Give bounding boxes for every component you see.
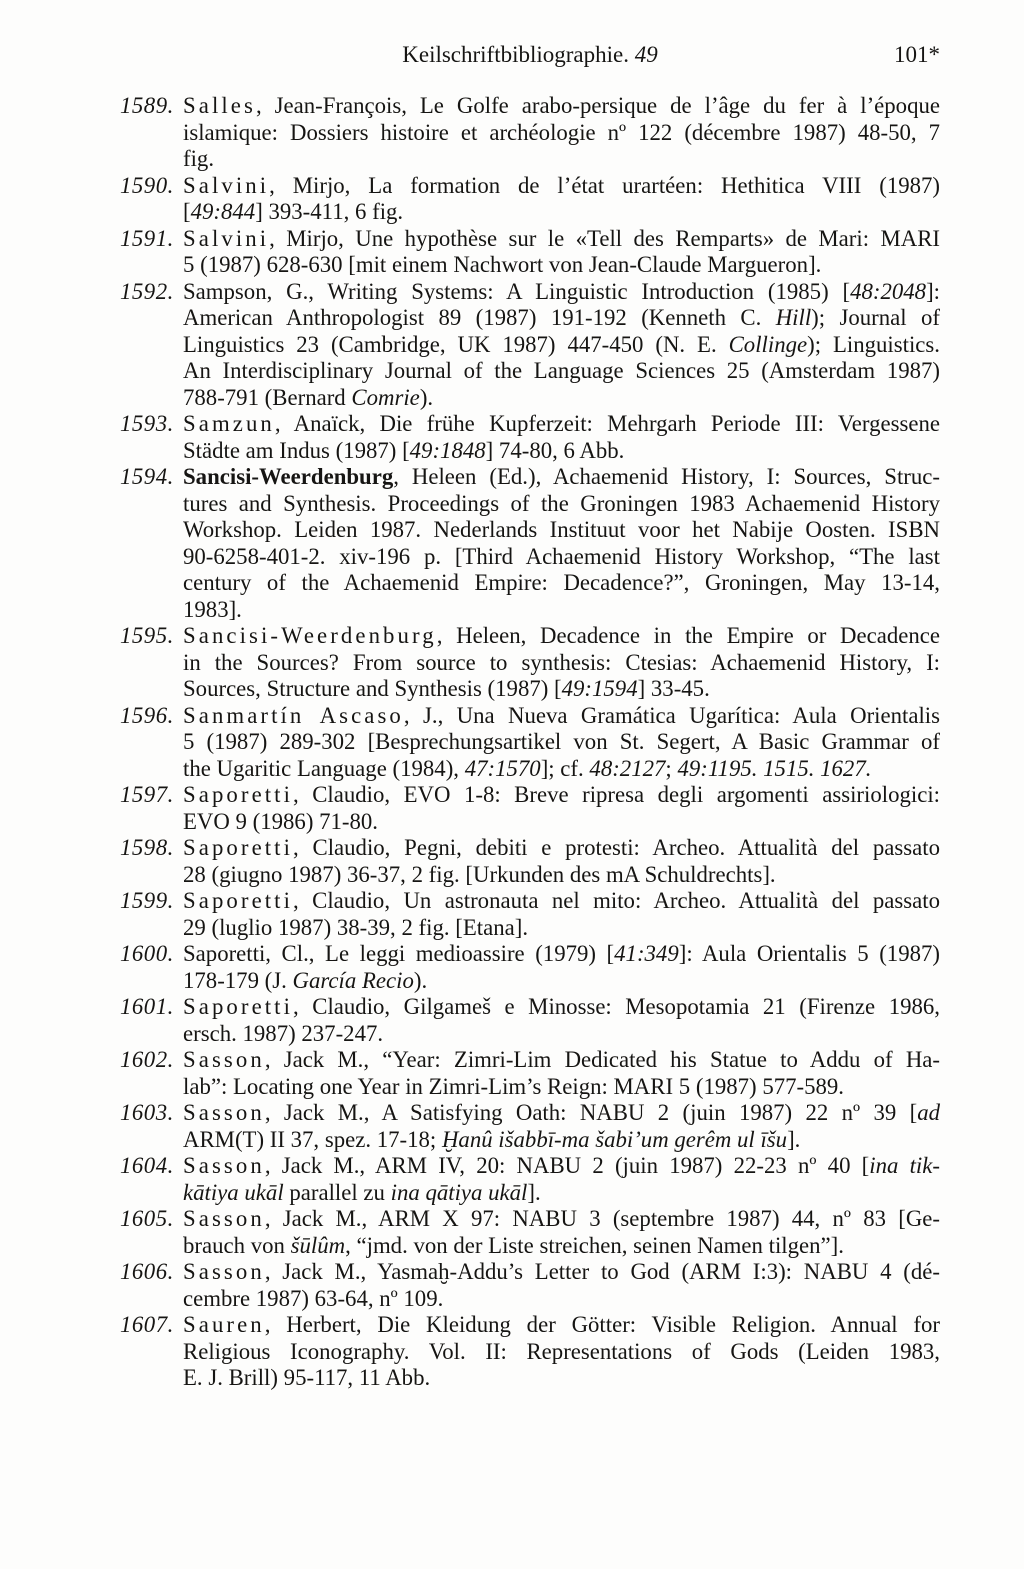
entry-text: fig. (183, 146, 215, 171)
entry-text: , Herbert, Die Kleidung der Götter: Visible Religion. Annual for (264, 1312, 940, 1337)
entry-text: ersch. 1987) 237-247. (183, 1020, 384, 1046)
bibliography-entry (120, 1312, 940, 1392)
entry-text: , Jack M., Yasmaḫ-Addu’s Letter to God (ARM I:3): NABU 4 (dé- (264, 1259, 940, 1284)
entry-text: American Anthropologist 89 (1987) 191-192 (Kenneth C. (183, 305, 776, 330)
author-name: Saporetti (183, 888, 294, 913)
author-name: Sancisi-Weerdenburg (183, 623, 437, 648)
entry-text: Religious Iconography. Vol. II: Representations of Gods (Leiden 1983, (183, 1338, 940, 1364)
entry-continuation-line (183, 597, 940, 624)
entry-first-line (120, 411, 940, 438)
entry-number: 1602. (120, 1047, 174, 1072)
bibliography-entry (120, 1100, 940, 1153)
author-name: Sanmartín Ascaso (183, 702, 404, 728)
entry-text: , Claudio, Un astronauta nel mito: Archeo. Attualità del passato (293, 888, 940, 913)
bibliography-entry (120, 411, 940, 464)
entry-text: 49:1594 (561, 676, 638, 701)
entry-text: ]: Aula Orientalis 5 (1987) (678, 941, 940, 966)
entry-text: , Heleen (Ed.), Achaemenid History, I: Sources, Struc- (393, 464, 940, 489)
entry-text: in the Sources? From source to synthesis: Ctesias: Achaemenid History, I: (183, 649, 940, 675)
entry-text: century of the Achaemenid Empire: Decadence?”, Groningen, May 13-14, (183, 570, 940, 595)
entry-continuation-line (183, 570, 940, 597)
entry-text: , Claudio, Pegni, debiti e protesti: Archeo. Attualità del passato (293, 835, 940, 860)
entry-text: ] 393-411, 6 fig. (255, 199, 404, 224)
entry-text: ]; cf. (540, 755, 590, 781)
entry-number: 1596. (120, 702, 174, 728)
bibliography-entry (120, 279, 940, 412)
entry-continuation-line (183, 729, 940, 756)
entry-text: 1983]. (183, 596, 242, 622)
bibliography-entry (120, 173, 940, 226)
entry-text: 41:349 (614, 941, 679, 966)
bibliography-entry (120, 623, 940, 703)
entry-text: 788-791 (Bernard (183, 384, 352, 410)
entry-text: , Claudio, EVO 1-8: Breve ripresa degli argomenti assiriologici: (293, 782, 940, 807)
entry-continuation-line (183, 676, 940, 703)
entry-first-line (120, 1206, 940, 1233)
author-name: Sauren (183, 1312, 265, 1337)
bibliography-entry (120, 994, 940, 1047)
entry-text: Ḫanû išabbī-ma šabi’um gerêm ul īšu (441, 1126, 788, 1152)
entry-number: 1604. (120, 1153, 174, 1178)
entry-text: , J., Una Nueva Gramática Ugarítica: Aula Orientalis (403, 702, 941, 728)
entry-text: ARM(T) II 37, spez. 17-18; (183, 1126, 442, 1152)
bibliography-entry (120, 1153, 940, 1206)
entry-text: 48:2048 (850, 278, 927, 304)
entry-text: , Jack M., “Year: Zimri-Lim Dedicated his Statue to Addu of Ha- (264, 1047, 940, 1072)
entry-first-line (120, 1259, 940, 1286)
entry-text: islamique: Dossiers histoire et archéologie nº 122 (décembre 1987) 48-50, 7 (183, 119, 940, 145)
entry-number: 1593. (120, 411, 174, 436)
entry-text: EVO 9 (1986) 71-80. (183, 808, 379, 834)
entry-text: parallel zu (283, 1179, 391, 1205)
bibliography-entry (120, 703, 940, 783)
entry-text: ] 74-80, 6 Abb. (485, 437, 625, 463)
entry-text: šūlûm (290, 1232, 346, 1258)
entry-text: An Interdisciplinary Journal of the Language Sciences 25 (Amsterdam 1987) (183, 358, 940, 383)
bibliography-entry (120, 782, 940, 835)
entry-text: , Heleen, Decadence in the Empire or Decadence (436, 623, 940, 648)
entry-text: 47:1570 (464, 755, 541, 781)
entry-continuation-line (183, 1233, 940, 1260)
entry-text: , Jack M., ARM IV, 20: NABU 2 (juin 1987) 22-23 nº 40 [ (264, 1153, 870, 1178)
author-name: Salles (183, 93, 256, 118)
entry-continuation-line (183, 1180, 940, 1207)
bibliography-entry (120, 93, 940, 173)
author-name: Samzun (183, 411, 275, 436)
author-name: Sasson (183, 1206, 265, 1231)
entry-text: 178-179 (J. (183, 967, 293, 993)
entry-text: 49:1848 (409, 437, 486, 463)
bibliography-list (120, 93, 940, 1392)
entry-continuation-line (183, 1021, 940, 1048)
entry-text: the Ugaritic Language (1984), (183, 755, 465, 781)
entry-first-line (120, 279, 940, 306)
journal-title: Keilschriftbibliographie. (402, 42, 629, 67)
entry-continuation-line (183, 1127, 940, 1154)
entry-continuation-line (183, 862, 940, 889)
entry-number: 1590. (120, 172, 174, 198)
entry-text: Workshop. Leiden 1987. Nederlands Instituut voor het Nabije Oosten. ISBN (183, 517, 940, 542)
entry-continuation-line (183, 915, 940, 942)
entry-text: 48:2127 (589, 755, 666, 781)
entry-text: , Mirjo, Une hypothèse sur le «Tell des Remparts» de Mari: MARI (269, 225, 940, 251)
entry-first-line (120, 941, 940, 968)
entry-text: 5 (1987) 628-630 [mit einem Nachwort von Jean-Claude Margueron]. (183, 252, 822, 277)
entry-text: 90-6258-401-2. xiv-196 p. [Third Achaemenid History Workshop, “The last (183, 543, 940, 569)
entry-number: 1599. (120, 888, 174, 913)
entry-continuation-line (183, 1074, 940, 1101)
entry-number: 1603. (120, 1100, 174, 1125)
entry-text: 28 (giugno 1987) 36-37, 2 fig. [Urkunden des mA Schuldrechts]. (183, 861, 776, 887)
entry-first-line (120, 173, 940, 200)
entry-text: ina tik- (869, 1153, 940, 1178)
entry-text: Linguistics 23 (Cambridge, UK 1987) 447-450 (N. E. (183, 331, 729, 357)
entry-continuation-line (183, 1339, 940, 1366)
author-name: Saporetti (183, 782, 294, 807)
entry-continuation-line (183, 305, 940, 332)
entry-text: Sampson, G., Writing Systems: A Linguistic Introduction (1985) [ (183, 278, 851, 304)
entry-text: lab”: Locating one Year in Zimri-Lim’s Reign: MARI 5 (1987) 577-589. (183, 1073, 845, 1099)
author-name: Sasson (183, 1047, 265, 1072)
entry-continuation-line (183, 544, 940, 571)
author-name: Salvini (183, 172, 270, 198)
author-name: Sasson (183, 1153, 265, 1178)
entry-text: cembre 1987) 63-64, nº 109. (183, 1285, 444, 1311)
entry-first-line (120, 835, 940, 862)
entry-first-line (120, 1153, 940, 1180)
entry-continuation-line (183, 358, 940, 385)
bibliography-entry (120, 835, 940, 888)
entry-number: 1591. (120, 225, 174, 251)
journal-volume: 49 (634, 42, 658, 67)
entry-continuation-line (183, 650, 940, 677)
entry-number: 1597. (120, 782, 174, 807)
entry-text: , “jmd. von der Liste streichen, seinen Namen tilgen”]. (345, 1232, 844, 1258)
entry-continuation-line (183, 1365, 940, 1392)
author-name: Saporetti (183, 994, 294, 1019)
entry-number: 1595. (120, 623, 174, 648)
entry-continuation-line (183, 756, 940, 783)
bibliography-entry (120, 1259, 940, 1312)
entry-continuation-line (183, 438, 940, 465)
entry-continuation-line (183, 1286, 940, 1313)
entry-text: kātiya ukāl (183, 1179, 284, 1205)
entry-text: ); Journal of (811, 305, 940, 330)
entry-number: 1592. (120, 278, 174, 304)
entry-first-line (120, 1100, 940, 1127)
entry-text: , Claudio, Gilgameš e Minosse: Mesopotamia 21 (Firenze 1986, (293, 994, 940, 1019)
entry-first-line (120, 1047, 940, 1074)
entry-text: Städte am Indus (1987) [ (183, 437, 410, 463)
author-name: Salvini (183, 225, 270, 251)
entry-text: ; (665, 755, 678, 781)
entry-number: 1598. (120, 835, 174, 860)
entry-first-line (120, 464, 940, 491)
entry-text: , Jack M., A Satisfying Oath: NABU 2 (juin 1987) 22 nº 39 [ (264, 1100, 918, 1125)
entry-text: ]: (926, 278, 940, 304)
entry-first-line (120, 703, 940, 730)
journal-title-line (120, 41, 940, 68)
entry-text: ). (413, 967, 428, 993)
author-name: Sancisi-Weerdenburg (183, 464, 394, 489)
running-head (120, 41, 940, 68)
entry-number: 1589. (120, 93, 174, 118)
entry-continuation-line (183, 332, 940, 359)
entry-continuation-line (183, 385, 940, 412)
entry-text: [ (183, 199, 191, 224)
entry-text: 49:1195. 1515. 1627. (677, 755, 872, 781)
entry-continuation-line (183, 252, 940, 279)
entry-continuation-line (183, 968, 940, 995)
entry-continuation-line (183, 120, 940, 147)
entry-number: 1605. (120, 1206, 174, 1231)
entry-number: 1600. (120, 941, 174, 966)
page-number: 101* (894, 42, 940, 67)
entry-text: , Anaïck, Die frühe Kupferzeit: Mehrgarh Periode III: Vergessene (274, 411, 940, 436)
entry-text: ). (419, 384, 434, 410)
entry-text: 29 (luglio 1987) 38-39, 2 fig. [Etana]. (183, 914, 529, 940)
entry-continuation-line (183, 146, 940, 173)
entry-first-line (120, 782, 940, 809)
entry-continuation-line (183, 199, 940, 226)
bibliography-entry (120, 888, 940, 941)
entry-first-line (120, 93, 940, 120)
author-name: Sasson (183, 1100, 265, 1125)
entry-continuation-line (183, 491, 940, 518)
entry-text: ]. (527, 1179, 541, 1205)
entry-text: , Jack M., ARM X 97: NABU 3 (septembre 1987) 44, nº 83 [Ge- (264, 1206, 940, 1231)
bibliography-entry (120, 226, 940, 279)
entry-text: Comrie (351, 384, 420, 410)
entry-text: Hill (775, 305, 812, 330)
author-name: Saporetti (183, 835, 294, 860)
entry-first-line (120, 888, 940, 915)
bibliography-entry (120, 464, 940, 623)
entry-text: ]. (787, 1126, 801, 1152)
entry-text: brauch von (183, 1232, 291, 1258)
entry-text: ] 33-45. (637, 676, 710, 701)
entry-first-line (120, 226, 940, 253)
entry-text: tures and Synthesis. Proceedings of the Groningen 1983 Achaemenid History (183, 490, 940, 516)
entry-text: ina qātiya ukāl (390, 1179, 528, 1205)
entry-number: 1606. (120, 1259, 174, 1284)
entry-text: García Recio (292, 967, 414, 993)
entry-continuation-line (183, 809, 940, 836)
entry-number: 1607. (120, 1312, 174, 1337)
entry-text: ad (917, 1100, 940, 1125)
entry-text: 49:844 (190, 199, 256, 224)
bibliography-entry (120, 941, 940, 994)
entry-text: ); Linguistics. (807, 331, 940, 357)
entry-text: , Mirjo, La formation de l’état urartéen: Hethitica VIII (1987) (269, 172, 940, 198)
entry-text: Saporetti, Cl., Le leggi medioassire (1979) [ (183, 941, 615, 966)
entry-text: 5 (1987) 289-302 [Besprechungsartikel von St. Segert, A Basic Grammar of (183, 729, 940, 754)
bibliography-entry (120, 1206, 940, 1259)
entry-first-line (120, 994, 940, 1021)
entry-first-line (120, 623, 940, 650)
entry-continuation-line (183, 517, 940, 544)
bibliography-entry (120, 1047, 940, 1100)
author-name: Sasson (183, 1259, 265, 1284)
entry-text: Collinge (728, 331, 808, 357)
entry-number: 1594. (120, 464, 174, 489)
entry-text: , Jean-François, Le Golfe arabo-persique de l’âge du fer à l’époque (255, 93, 940, 118)
entry-text: Sources, Structure and Synthesis (1987) [ (183, 676, 562, 701)
entry-first-line (120, 1312, 940, 1339)
entry-number: 1601. (120, 994, 174, 1019)
entry-text: E. J. Brill) 95-117, 11 Abb. (183, 1365, 431, 1390)
